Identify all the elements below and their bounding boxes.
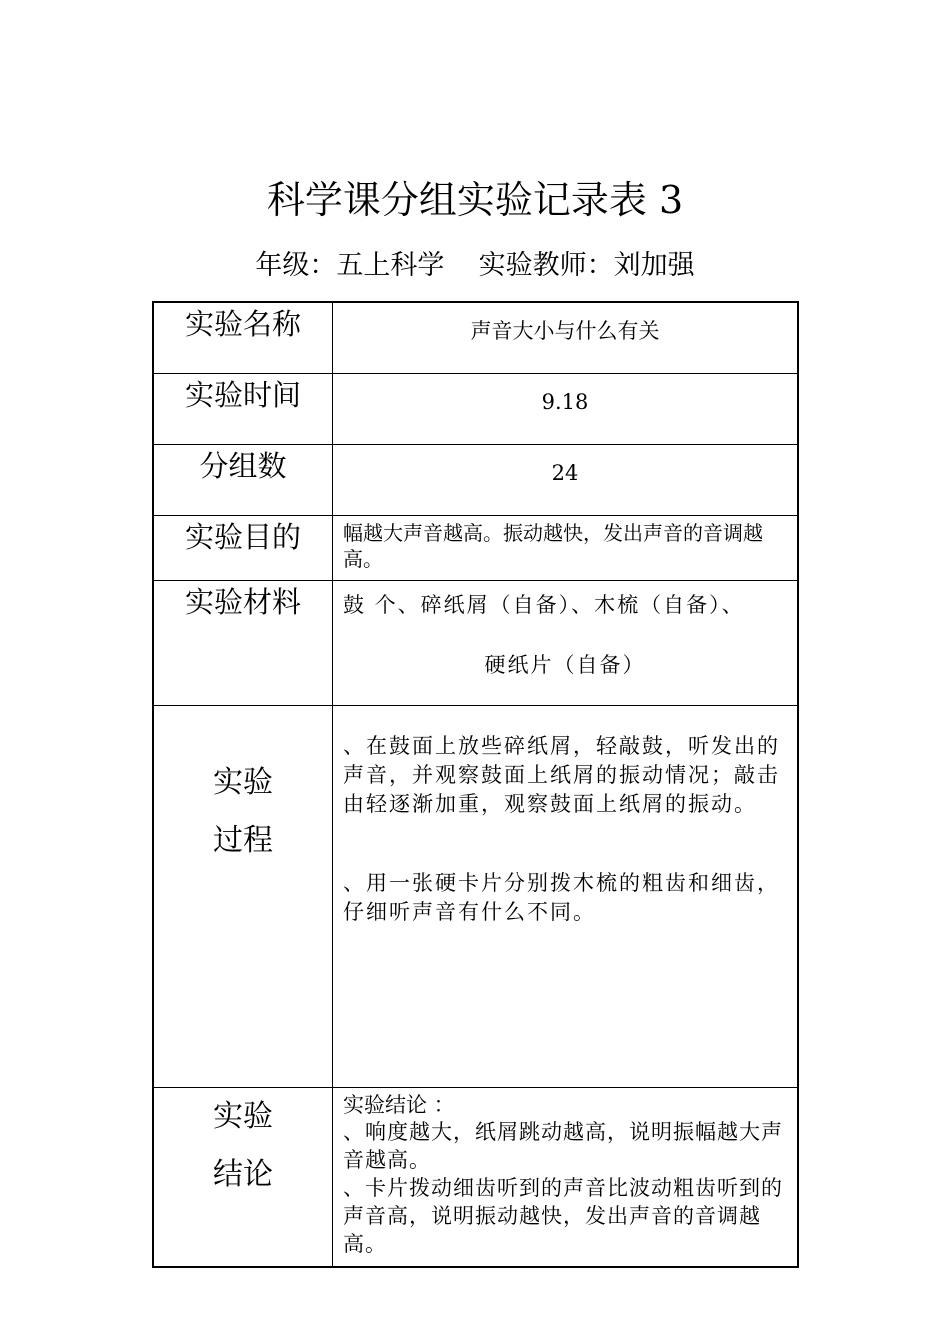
- materials-line-1: 鼓 个、碎纸屑（自备）、木梳（自备）、: [343, 593, 745, 617]
- row-experiment-aim: [153, 516, 798, 581]
- process-label-line-2: 过程: [213, 823, 273, 858]
- value-experiment-name: 声音大小与什么有关: [333, 302, 799, 374]
- label-experiment-conclusion: [153, 1088, 333, 1268]
- row-experiment-time: [153, 374, 798, 445]
- document-title: 科学课分组实验记录表 3: [266, 178, 684, 222]
- conclusion-label-line-1: 实验: [213, 1099, 273, 1134]
- process-step-2: 、用一张硬卡片分别拨木梳的粗齿和细齿，仔细听声音有什么不同。: [343, 871, 780, 924]
- conclusion-point-2: 、卡片拨动细齿听到的声音比波动粗齿听到的声音高，说明振动越快，发出声音的音调越高。: [343, 1176, 783, 1256]
- value-experiment-conclusion: [333, 1088, 799, 1268]
- value-experiment-time: 9.18: [333, 374, 799, 445]
- label-experiment-process: [153, 706, 333, 1088]
- row-group-count: [153, 445, 798, 516]
- label-experiment-time: 实验时间: [153, 374, 333, 445]
- process-label-line-1: 实验: [213, 765, 273, 800]
- conclusion-heading: 实验结论 ：: [343, 1093, 455, 1117]
- experiment-record-table: [152, 301, 799, 1268]
- label-experiment-materials: 实验材料: [153, 581, 333, 706]
- label-group-count: 分组数: [153, 445, 333, 516]
- label-experiment-aim: 实验目的: [153, 516, 333, 581]
- value-group-count: 24: [333, 445, 799, 516]
- document-subtitle: 年级：五上科学 实验教师：刘加强: [255, 250, 695, 281]
- row-experiment-conclusion: [153, 1088, 798, 1268]
- value-experiment-process: [333, 706, 799, 1088]
- row-experiment-materials: [153, 581, 798, 706]
- conclusion-label-line-2: 结论: [213, 1157, 273, 1192]
- row-experiment-name: [153, 302, 798, 374]
- label-experiment-name: 实验名称: [153, 302, 333, 374]
- process-step-1: 、在鼓面上放些碎纸屑，轻敲鼓，听发出的声音，并观察鼓面上纸屑的振动情况；敲击由轻逐渐加重，观察鼓面上纸屑的振动。: [343, 734, 780, 816]
- value-experiment-materials: [333, 581, 799, 706]
- row-experiment-process: [153, 706, 798, 1088]
- conclusion-point-1: 、响度越大，纸屑跳动越高，说明振幅越大声音越高。: [343, 1120, 783, 1172]
- value-experiment-aim: 幅越大声音越高。振动越快，发出声音的音调越高。: [333, 516, 799, 581]
- materials-line-2: 硬纸片（自备）: [484, 653, 646, 677]
